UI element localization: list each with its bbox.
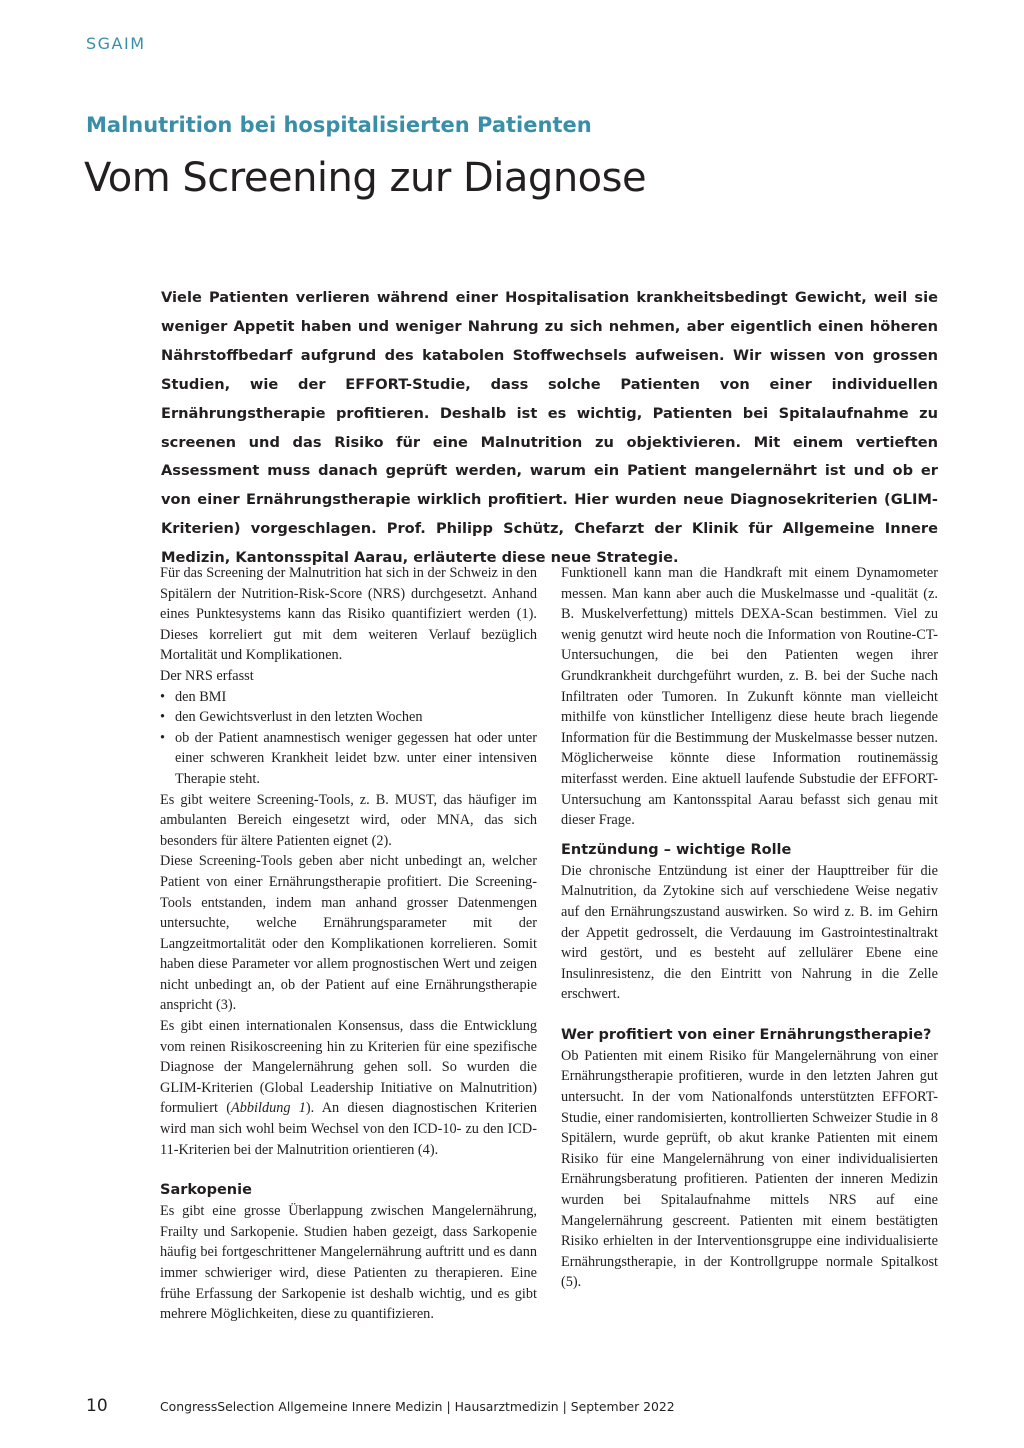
paragraph: Funktionell kann man die Handkraft mit einem Dynamometer messen. Man kann aber auch die Muskelmasse und -qualität (z. B. Muskelverfettung) mittels DEXA-Scan bestimmen. Viel zu wenig genutzt wird heute noch die Information von Routine-CT-Untersuchungen, die bei den Patienten wegen ihrer Grundkrankheit durchgeführt wurden, z. B. bei der Suche nach Infiltraten oder Tumoren. In Zukunft könnte man vielleicht mithilfe von künstlicher Intelligenz diese heute brach liegende Information für die Bestimmung der Muskelmasse besser nutzen. Möglicherweise könnte diese Information routinemässig miterfasst werden. Eine aktuell laufende Substudie der EFFORT-Untersuchung am Kantonsspital Aarau befasst sich genau mit dieser Frage. — [561, 565, 938, 829]
paragraph: Der NRS erfasst — [160, 667, 254, 684]
paragraph: Es gibt eine grosse Überlappung zwischen Mangelernährung, Frailty und Sarkopenie. Studien haben gezeigt, dass Sarkopenie häufig bei fortgeschrittener Mangelernährung auftritt und es dann immer schwieriger wird, diese Patienten zu therapieren. Eine frühe Erfassung der Sarkopenie ist deshalb wichtig, und es gibt mehrere Möglichkeiten, diese zu quantifizieren. — [160, 1203, 537, 1323]
list-item: • den Gewichtsverlust in den letzten Wochen — [160, 707, 537, 728]
paragraph: Die chronische Entzündung ist einer der Haupttreiber für die Malnutrition, da Zytokine sich auf verschiedene Weise negativ auf den Ernährungszustand auswirken. So wird z. B. im Gehirn der Appetit gedrosselt, die Verdauung im Gastrointestinaltrakt wird gestört, und es besteht auf zellulärer Ebene eine Insulinresistenz, die den Eintritt von Nahrung in die Zelle erschwert. — [561, 862, 938, 1003]
paragraph: Es gibt einen internationalen Konsensus, dass die Entwicklung vom reinen Risikoscreening hin zu Kriterien für eine spezifische Diagnose der Mangelernährung gehen soll. So wurden die GLIM-Kriterien (Global Leadership Initiative on Malnutrition) formuliert (Abbildung 1). An diesen diagnostischen Kriterien wird man sich wohl beim Wechsel von den ICD-10- zu den ICD-11-Kriterien bei der Malnutrition orientieren (4). — [160, 1018, 537, 1158]
right-column — [561, 563, 938, 1293]
paragraph: Ob Patienten mit einem Risiko für Mangelernährung von einer Ernährungstherapie profitieren, wurde in den letzten Jahren gut untersucht. In der vom Nationalfonds unterstützten EFFORT-Studie, einer randomisierten, kontrollierten Schweizer Studie in 8 Spitälern, wurde geprüft, ob akut kranke Patienten mit einem Risiko für eine Mangelernährung von einer individualisierten Ernährungsberatung profitieren. Patienten der inneren Medizin wurden bei Spitalaufnahme mittels NRS auf eine Mangelernährung gescreent. Patienten mit einem bestätigten Risiko erhielten in der Interventionsgruppe eine individualisierte Ernährungstherapie, in der Kontrollgruppe normale Spitalkost (5). — [561, 1047, 938, 1291]
article-title: Vom Screening zur Diagnose — [84, 155, 647, 201]
section-heading-sarkopenie: Sarkopenie — [160, 1182, 252, 1199]
article-lead: Viele Patienten verlieren während einer Hospitalisation krankheitsbedingt Gewicht, weil sie weniger Appetit haben und weniger Nahrung zu sich nehmen, aber eigentlich einen höheren Nährstoffbedarf aufgrund des katabolen Stoffwechsels aufweisen. Wir wissen von grossen Studien, wie der EFFORT-Studie, dass solche Patienten von einer individuellen Ernährungstherapie profitieren. Deshalb ist es wichtig, Patienten bei Spitalaufnahme zu screenen und das Risiko für eine Malnutrition zu objektivieren. Mit einem vertieften Assessment muss danach geprüft werden, warum ein Patient mangelernährt ist und ob er von einer Ernährungstherapie wirklich profitiert. Hier wurden neue Diagnosekriterien (GLIM-Kriterien) vorgeschlagen. Prof. Philipp Schütz, Chefarzt der Klinik für Allgemeine Innere Medizin, Kantonsspital Aarau, erläuterte diese neue Strategie. — [161, 289, 938, 567]
section-heading-entzuendung: Entzündung – wichtige Rolle — [561, 841, 792, 858]
left-column — [160, 563, 537, 1325]
list-item: • ob der Patient anamnestisch weniger gegessen hat oder unter einer schweren Krankheit leidet bzw. unter einer intensiven Therapie steht. — [160, 729, 537, 787]
society-label: SGAIM — [86, 34, 146, 53]
article-kicker: Malnutrition bei hospitalisierten Patienten — [86, 113, 592, 137]
paragraph: Für das Screening der Malnutrition hat sich in der Schweiz in den Spitälern der Nutrition-Risk-Score (NRS) durchgesetzt. Anhand eines Punktesystems kann das Risiko quantifiziert werden (1). Dieses korreliert gut mit dem weiteren Verlauf bezüglich Mortalität und Komplikationen. — [160, 565, 537, 664]
paragraph: Es gibt weitere Screening-Tools, z. B. MUST, das häufiger im ambulanten Bereich eingesetzt wird, oder MNA, das sich besonders für ältere Patienten eignet (2). — [160, 791, 537, 849]
bullet-icon: • — [160, 688, 166, 705]
list-item: • den BMI — [160, 687, 537, 708]
paragraph: Diese Screening-Tools geben aber nicht unbedingt an, welcher Patient von einer Ernährungstherapie profitiert. Die Screening-Tools entstanden, indem man anhand grosser Datenmengen untersuchte, welche Ernährungsparameter mit der Langzeitmortalität oder den Komplikationen korrelieren. Somit haben diese Parameter vor allem prognostischen Wert und zeigen nicht unbedingt an, ob der Patient auf eine Ernährungstherapie anspricht (3). — [160, 853, 537, 1014]
bullet-icon: • — [160, 729, 166, 746]
publication-footer: CongressSelection Allgemeine Innere Medizin | Hausarztmedizin | September 2022 — [160, 1399, 675, 1414]
page-number: 10 — [86, 1396, 108, 1416]
figure-reference: Abbildung 1 — [230, 1100, 306, 1117]
nrs-criteria-list — [160, 687, 537, 790]
section-heading-profitiert: Wer profitiert von einer Ernährungstherapie? — [561, 1026, 932, 1043]
bullet-icon: • — [160, 709, 166, 726]
